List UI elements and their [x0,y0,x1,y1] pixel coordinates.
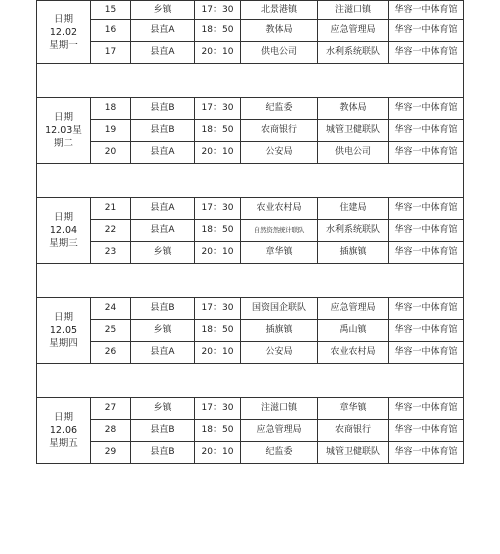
team-b-cell: 城管卫健联队 [318,442,389,464]
group-type-cell: 县直A [131,198,195,220]
venue-cell: 华容一中体育馆 [389,298,464,320]
match-number-cell: 20 [91,142,131,164]
group-type-cell: 乡镇 [131,1,195,20]
match-number-cell: 18 [91,98,131,120]
team-b-cell: 水利系统联队 [318,220,389,242]
match-time-cell: 20：10 [195,342,241,364]
blank-separator-cell [37,64,464,98]
team-a-cell: 教体局 [241,20,318,42]
group-type-cell: 乡镇 [131,320,195,342]
team-a-cell: 农业农村局 [241,198,318,220]
match-time-cell: 17：30 [195,98,241,120]
table-row [37,1,464,20]
match-number-cell: 24 [91,298,131,320]
team-b-cell: 住建局 [318,198,389,220]
team-a-cell: 供电公司 [241,42,318,64]
match-number-cell: 15 [91,1,131,20]
team-a-cell: 注滋口镇 [241,398,318,420]
team-b-cell: 水利系统联队 [318,42,389,64]
venue-cell: 华容一中体育馆 [389,98,464,120]
blank-separator-cell [37,364,464,398]
team-a-cell: 自然资然统计联队 [241,220,318,242]
team-a-cell: 公安局 [241,342,318,364]
venue-cell: 华容一中体育馆 [389,1,464,20]
match-number-cell: 26 [91,342,131,364]
day-separator-row [37,264,464,298]
team-b-cell: 教体局 [318,98,389,120]
match-number-cell: 19 [91,120,131,142]
team-a-cell: 公安局 [241,142,318,164]
venue-cell: 华容一中体育馆 [389,242,464,264]
table-row [37,20,464,42]
team-b-cell: 应急管理局 [318,298,389,320]
group-type-cell: 县直B [131,120,195,142]
schedule-body [37,1,464,464]
table-row [37,142,464,164]
match-number-cell: 25 [91,320,131,342]
schedule-table-wrapper [36,0,463,554]
group-type-cell: 县直B [131,420,195,442]
venue-cell: 华容一中体育馆 [389,442,464,464]
match-time-cell: 17：30 [195,298,241,320]
venue-cell: 华容一中体育馆 [389,198,464,220]
team-a-cell: 国资国企联队 [241,298,318,320]
table-row [37,220,464,242]
team-a-cell: 纪监委 [241,442,318,464]
venue-cell: 华容一中体育馆 [389,42,464,64]
team-a-cell: 农商银行 [241,120,318,142]
date-date-label: 日期 [53,312,73,323]
team-b-cell: 供电公司 [318,142,389,164]
blank-separator-cell [37,264,464,298]
date-cell [37,1,91,64]
team-a-cell: 北景港镇 [241,1,318,20]
table-row [37,298,464,320]
match-number-cell: 23 [91,242,131,264]
group-type-cell: 乡镇 [131,398,195,420]
group-type-cell: 县直B [131,98,195,120]
venue-cell: 华容一中体育馆 [389,420,464,442]
match-number-cell: 22 [91,220,131,242]
date-cell [37,198,91,264]
table-row [37,42,464,64]
group-type-cell: 县直B [131,442,195,464]
date-cell [37,298,91,364]
match-schedule-table [36,0,464,464]
match-time-cell: 20：10 [195,442,241,464]
venue-cell: 华容一中体育馆 [389,142,464,164]
date-date-label: 日期 [53,112,73,123]
table-row [37,242,464,264]
table-row [37,398,464,420]
date-cell [37,398,91,464]
date-weekday: 星期四 [49,338,78,349]
date-date-label: 日期 [53,212,73,223]
team-b-cell: 应急管理局 [318,20,389,42]
match-time-cell: 18：50 [195,420,241,442]
date-weekday: 星期一 [49,39,78,51]
date-date: 12.03星 [45,125,82,136]
group-type-cell: 县直A [131,142,195,164]
group-type-cell: 县直A [131,42,195,64]
match-time-cell: 17：30 [195,1,241,20]
date-date-label: 日期 [53,13,73,25]
match-number-cell: 27 [91,398,131,420]
date-cell [37,98,91,164]
date-date: 12.02 [49,26,78,38]
day-separator-row [37,64,464,98]
group-type-cell: 县直A [131,20,195,42]
team-b-cell: 注滋口镇 [318,1,389,20]
date-date: 12.05 [49,325,78,336]
venue-cell: 华容一中体育馆 [389,342,464,364]
match-number-cell: 17 [91,42,131,64]
match-time-cell: 20：10 [195,42,241,64]
team-b-cell: 农业农村局 [318,342,389,364]
table-row [37,442,464,464]
date-weekday: 星期三 [49,238,78,249]
match-time-cell: 17：30 [195,198,241,220]
table-row [37,198,464,220]
match-time-cell: 18：50 [195,320,241,342]
team-b-cell: 插旗镇 [318,242,389,264]
venue-cell: 华容一中体育馆 [389,398,464,420]
team-a-cell: 纪监委 [241,98,318,120]
team-a-cell: 章华镇 [241,242,318,264]
date-weekday: 星期五 [49,438,78,449]
group-type-cell: 县直A [131,342,195,364]
team-a-cell: 应急管理局 [241,420,318,442]
table-row [37,320,464,342]
team-b-cell: 章华镇 [318,398,389,420]
table-row [37,98,464,120]
table-row [37,420,464,442]
date-date: 12.04 [49,225,78,236]
day-separator-row [37,164,464,198]
team-a-cell: 插旗镇 [241,320,318,342]
match-time-cell: 20：10 [195,242,241,264]
match-number-cell: 28 [91,420,131,442]
venue-cell: 华容一中体育馆 [389,320,464,342]
match-time-cell: 18：50 [195,20,241,42]
group-type-cell: 县直A [131,220,195,242]
table-row [37,342,464,364]
team-b-cell: 农商银行 [318,420,389,442]
match-time-cell: 18：50 [195,120,241,142]
group-type-cell: 乡镇 [131,242,195,264]
table-row [37,120,464,142]
blank-separator-cell [37,164,464,198]
venue-cell: 华容一中体育馆 [389,20,464,42]
match-number-cell: 16 [91,20,131,42]
venue-cell: 华容一中体育馆 [389,120,464,142]
day-separator-row [37,364,464,398]
match-time-cell: 17：30 [195,398,241,420]
date-date-label: 日期 [53,412,73,423]
team-b-cell: 城管卫健联队 [318,120,389,142]
match-number-cell: 21 [91,198,131,220]
match-time-cell: 18：50 [195,220,241,242]
match-time-cell: 20：10 [195,142,241,164]
date-weekday: 期二 [53,138,73,149]
match-number-cell: 29 [91,442,131,464]
team-b-cell: 禹山镇 [318,320,389,342]
venue-cell: 华容一中体育馆 [389,220,464,242]
date-date: 12.06 [49,425,78,436]
group-type-cell: 县直B [131,298,195,320]
